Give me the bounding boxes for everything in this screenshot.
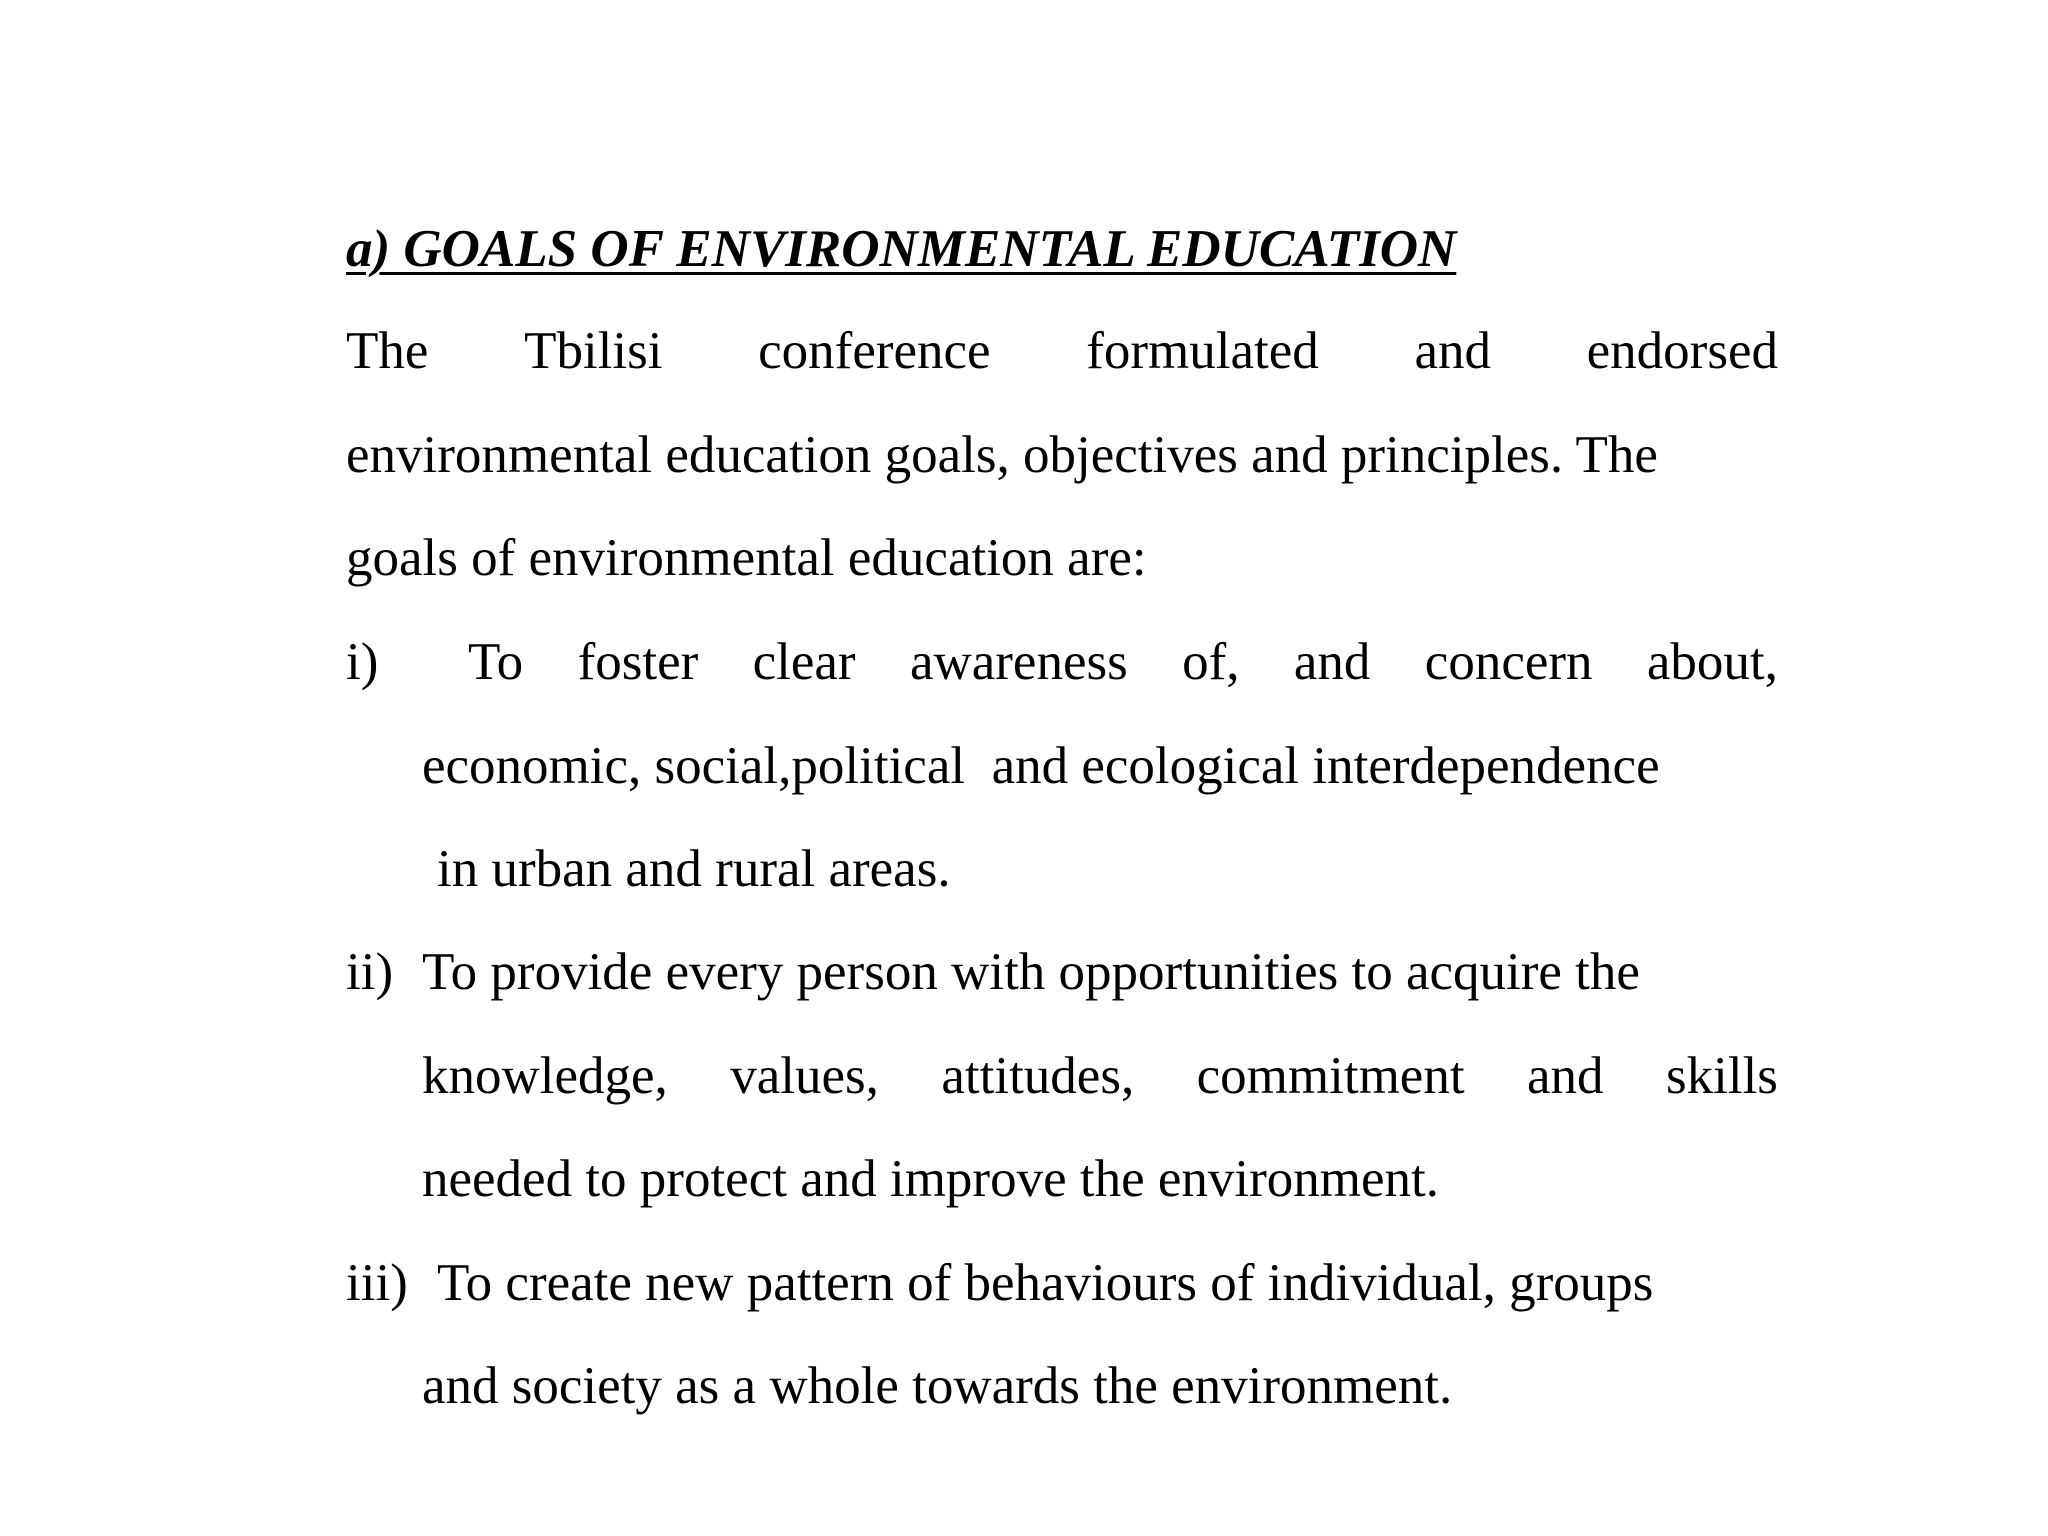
item-ii-line-3: needed to protect and improve the environment. [422,1150,1439,1208]
section-heading: a) GOALS OF ENVIRONMENTAL EDUCATION [346,220,1457,278]
item-i-line-1 [468,627,1778,697]
word: awareness [909,633,1128,691]
word: Tbilisi [524,322,663,380]
intro-line-3: goals of environmental education are: [346,529,1147,587]
word: The [346,322,429,380]
word: attitudes, [941,1047,1135,1105]
item-iii-line-1: To create new pattern of behaviours of individual, groups [437,1254,1654,1312]
word: commitment [1196,1047,1465,1105]
list-marker-i: i) [346,633,379,691]
word: and [1293,633,1371,691]
word: formulated [1086,322,1319,380]
word: values, [730,1047,879,1105]
intro-line-2: environmental education goals, objectives and principles. The [346,426,1658,484]
word: concern [1424,633,1593,691]
word: clear [752,633,856,691]
item-ii-line-2 [422,1041,1778,1111]
word: conference [758,322,991,380]
word: of, [1182,633,1240,691]
list-marker-iii: iii) [346,1254,408,1312]
word: skills [1666,1047,1778,1105]
intro-line-1 [346,316,1778,386]
item-iii-line-2: and society as a whole towards the environment. [422,1357,1453,1415]
word: endorsed [1586,322,1778,380]
word: foster [577,633,699,691]
list-marker-ii: ii) [346,943,394,1001]
word: about, [1646,633,1778,691]
word: and [1414,322,1491,380]
word: and [1527,1047,1604,1105]
word: knowledge, [422,1047,668,1105]
item-i-line-2: economic, social,political and ecological interdependence [422,737,1660,795]
item-ii-line-1: To provide every person with opportunities to acquire the [422,943,1640,1001]
item-i-line-3: in urban and rural areas. [437,840,951,898]
word: To [468,633,524,691]
